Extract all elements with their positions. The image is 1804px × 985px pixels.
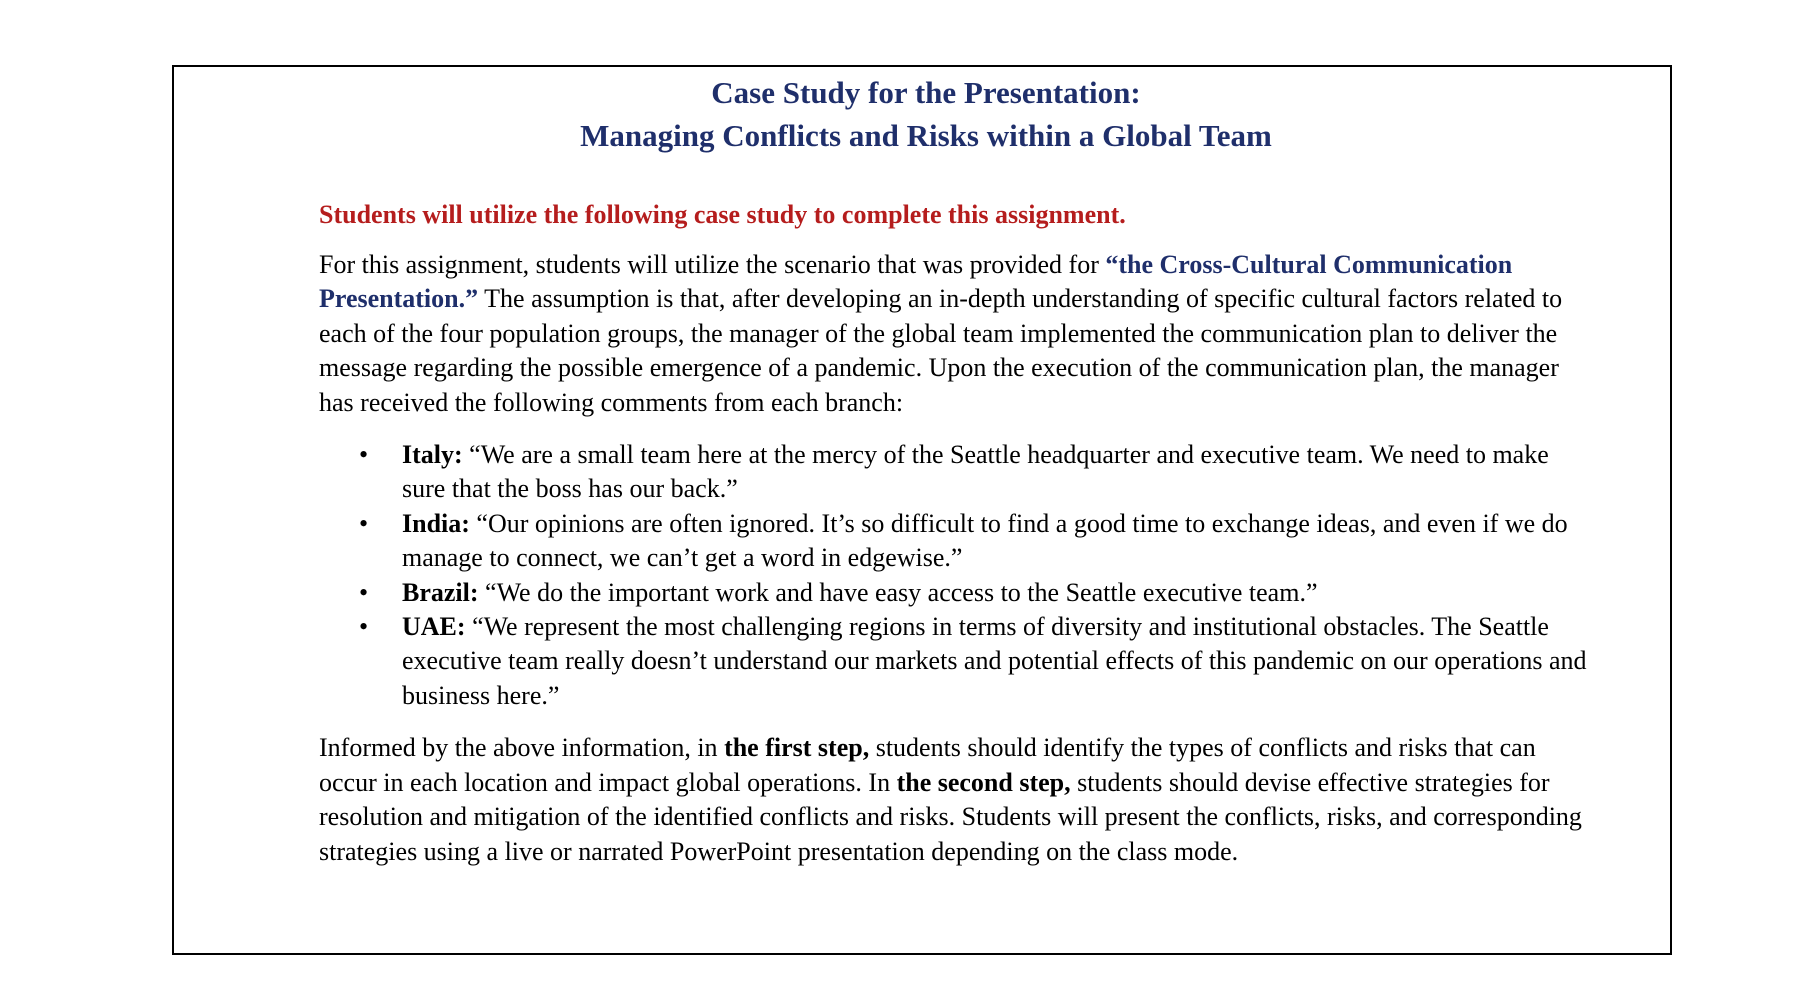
title-line-2: Managing Conflicts and Risks within a Global Team xyxy=(580,118,1272,153)
closing-paragraph xyxy=(319,731,1589,869)
comment-text: “We represent the most challenging regions in terms of diversity and institutional obstacles. The Seattle executive team really doesn’t understand our markets and potential effects of this pandemic on our operations and business here.” xyxy=(402,612,1587,710)
intro-paragraph xyxy=(319,248,1589,420)
country-label: India: xyxy=(402,508,470,538)
document-frame xyxy=(172,65,1672,955)
list-item xyxy=(359,576,1589,610)
comment-text: “Our opinions are often ignored. It’s so difficult to find a good time to exchange ideas, and even if we do manage to connect, we can’t get a word in edgewise.” xyxy=(402,508,1568,573)
intro-text-end: The assumption is that, after developing an in-depth understanding of specific cultural factors related to each of the four population groups, the manager of the global team implemented the communication plan to deliver the message regarding the possible emergence of a pandemic. Upon the execution of the communication plan, the manager has received the following comments from each branch: xyxy=(319,284,1563,417)
instruction-text: Students will utilize the following case study to complete this assignment. xyxy=(319,200,1126,229)
bullet-icon: • xyxy=(359,440,369,470)
bullet-icon: • xyxy=(359,612,369,642)
intro-text-start: For this assignment, students will utilize the scenario that was provided for xyxy=(319,250,1106,279)
list-item xyxy=(359,438,1589,507)
country-label: UAE: xyxy=(402,612,466,642)
country-label: Italy: xyxy=(402,440,463,470)
country-label: Brazil: xyxy=(402,577,479,607)
document-body xyxy=(319,198,1589,869)
title-line-1: Case Study for the Presentation: xyxy=(711,75,1141,110)
list-item xyxy=(359,610,1589,713)
bullet-icon: • xyxy=(359,577,369,607)
bullet-icon: • xyxy=(359,508,369,538)
presentation-reference: “the Cross-Cultural Communication Presentation.” xyxy=(319,250,1513,314)
comment-text: “We are a small team here at the mercy of the Seattle headquarter and executive team. We need to make sure that the boss has our back.” xyxy=(402,440,1549,504)
closing-text-2: students should identify the types of conflicts and risks that can occur in each location and impact global operations. In xyxy=(319,733,1536,797)
second-step-emphasis: the second step, xyxy=(896,767,1071,797)
branch-comments-list xyxy=(319,438,1589,713)
comment-text: “We do the important work and have easy access to the Seattle executive team.” xyxy=(478,577,1318,607)
first-step-emphasis: the first step, xyxy=(724,733,870,763)
closing-text-1: Informed by the above information, in xyxy=(319,733,725,763)
closing-text-3: students should devise effective strategies for resolution and mitigation of the identified conflicts and risks. Students will present the conflicts, risks, and corresponding strategies using a live or narrated PowerPoint presentation depending on the class mode. xyxy=(319,767,1582,866)
list-item xyxy=(359,507,1589,576)
